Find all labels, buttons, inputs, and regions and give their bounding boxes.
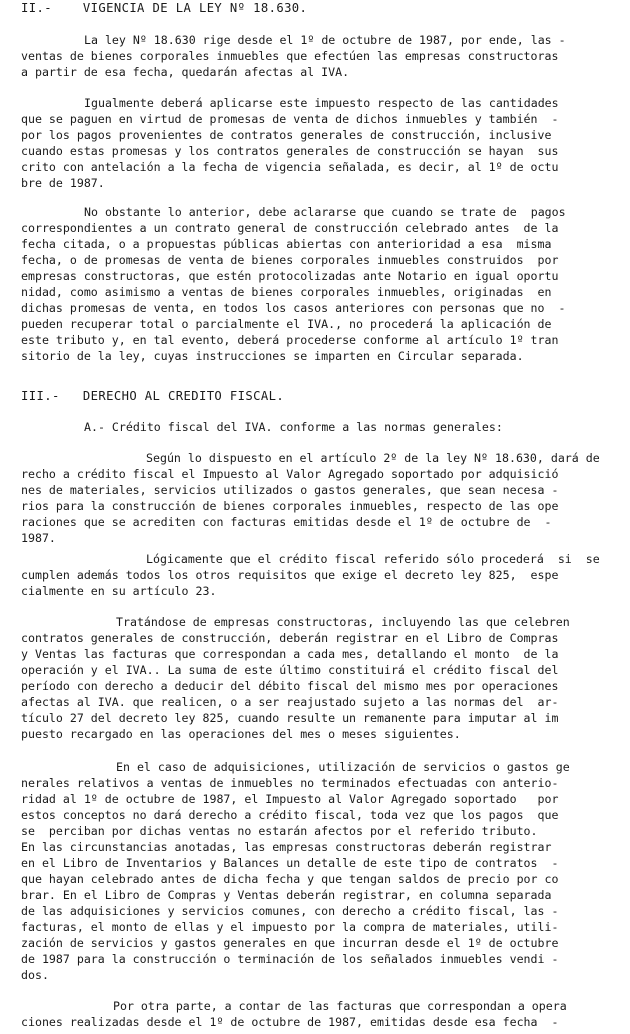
paragraph-line: No obstante lo anterior, debe aclararse que cuando se trate de pagos <box>84 205 566 219</box>
paragraph-line: crito con antelación a la fecha de vigencia señalada, es decir, al 1º de octu <box>21 160 559 174</box>
paragraph-line: puesto recargado en las operaciones del mes o meses siguientes. <box>21 727 461 741</box>
paragraph-line: nidad, como asimismo a ventas de bienes corporales inmuebles, originadas en <box>21 285 552 299</box>
paragraph-line: período con derecho a deducir del débito fiscal del mismo mes por operaciones <box>21 679 559 693</box>
paragraph-line: ciones realizadas desde el 1º de octubre de 1987, emitidas desde esa fecha - <box>21 1015 559 1029</box>
paragraph-line: que hayan celebrado antes de dicha fecha y que tengan saldos de precio por co <box>21 872 559 886</box>
paragraph-line: este tributo y, en tal evento, deberá procederse conforme al artículo 1º tran <box>21 333 559 347</box>
paragraph-line: de las adquisiciones y servicios comunes, con derecho a crédito fiscal, las - <box>21 904 559 918</box>
paragraph-line: facturas, el monto de ellas y el impuesto por la compra de materiales, utili- <box>21 920 559 934</box>
paragraph-line: que se paguen en virtud de promesas de venta de dichos inmuebles y también - <box>21 112 559 126</box>
paragraph-line: pueden recuperar total o parcialmente el IVA., no procederá la aplicación de <box>21 317 552 331</box>
paragraph-line: dichas promesas de venta, en todos los casos anteriores con personas que no - <box>21 301 566 315</box>
paragraph-line: fecha, o de promesas de venta de bienes corporales inmuebles construidos por <box>21 253 559 267</box>
section-heading-credito-fiscal: III.- DERECHO AL CREDITO FISCAL. <box>21 389 285 403</box>
paragraph-line: en el Libro de Inventarios y Balances un detalle de este tipo de contratos - <box>21 856 559 870</box>
paragraph-line: cuando estas promesas y los contratos generales de construcción se hayan sus <box>21 144 559 158</box>
paragraph-line: a partir de esa fecha, quedarán afectas al IVA. <box>21 65 350 79</box>
paragraph-line: 1987. <box>21 531 56 545</box>
subsection-heading: A.- Crédito fiscal del IVA. conforme a las normas generales: <box>84 420 503 434</box>
paragraph-line: rios para la construcción de bienes corporales inmuebles, respecto de las ope <box>21 499 559 513</box>
paragraph-line: por los pagos provenientes de contratos generales de construcción, inclusive <box>21 128 552 142</box>
paragraph-line: Igualmente deberá aplicarse este impuesto respecto de las cantidades <box>84 96 559 110</box>
paragraph-line: y Ventas las facturas que correspondan a cada mes, detallando el monto de la <box>21 647 559 661</box>
paragraph-line: brar. En el Libro de Compras y Ventas deberán registrar, en columna separada <box>21 888 552 902</box>
paragraph-line: operación y el IVA.. La suma de este último constituirá el crédito fiscal del <box>21 663 559 677</box>
paragraph-line: tículo 27 del decreto ley 825, cuando resulte un remanente para imputar al im <box>21 711 559 725</box>
paragraph-line: correspondientes a un contrato general de construcción celebrado antes de la <box>21 221 559 235</box>
paragraph-line: Lógicamente que el crédito fiscal referido sólo procederá si se <box>146 552 600 566</box>
paragraph-line: nerales relativos a ventas de inmuebles no terminados efectuadas con anterio- <box>21 776 559 790</box>
paragraph-line: sitorio de la ley, cuyas instrucciones se imparten en Circular separada. <box>21 349 524 363</box>
paragraph-line: contratos generales de construcción, deberán registrar en el Libro de Compras <box>21 631 559 645</box>
paragraph-line: ridad al 1º de octubre de 1987, el Impuesto al Valor Agregado soportado por <box>21 792 559 806</box>
paragraph-line: afectas al IVA. que realicen, o a ser reajustado sujeto a las normas del ar- <box>21 695 559 709</box>
paragraph-line: Tratándose de empresas constructoras, incluyendo las que celebren <box>116 615 570 629</box>
paragraph-line: fecha citada, o a propuestas públicas abiertas con anterioridad a esa misma <box>21 237 552 251</box>
paragraph-line: empresas constructoras, que estén protocolizadas ante Notario en igual oportu <box>21 269 559 283</box>
paragraph-line: La ley Nº 18.630 rige desde el 1º de octubre de 1987, por ende, las - <box>84 33 566 47</box>
paragraph-line: Por otra parte, a contar de las facturas que correspondan a opera <box>113 999 567 1013</box>
paragraph-line: se perciban por dichas ventas no estarán afectos por el referido tributo. <box>21 824 538 838</box>
paragraph-line: ventas de bienes corporales inmuebles que efectúen las empresas constructoras <box>21 49 559 63</box>
paragraph-line: Según lo dispuesto en el artículo 2º de la ley Nº 18.630, dará de <box>146 451 600 465</box>
paragraph-line: cumplen además todos los otros requisitos que exige el decreto ley 825, espe <box>21 568 559 582</box>
paragraph-line: de 1987 para la construcción o terminación de los señalados inmuebles vendi - <box>21 952 559 966</box>
paragraph-line: zación de servicios y gastos generales en que incurran desde el 1º de octubre <box>21 936 559 950</box>
paragraph-line: dos. <box>21 968 49 982</box>
paragraph-line: bre de 1987. <box>21 176 105 190</box>
paragraph-line: nes de materiales, servicios utilizados o gastos generales, que sean necesa - <box>21 483 559 497</box>
paragraph-line: estos conceptos no dará derecho a crédito fiscal, toda vez que los pagos que <box>21 808 559 822</box>
paragraph-line: recho a crédito fiscal el Impuesto al Valor Agregado soportado por adquisició <box>21 467 559 481</box>
section-heading-vigencia: II.- VIGENCIA DE LA LEY Nº 18.630. <box>21 1 308 15</box>
paragraph-line: raciones que se acrediten con facturas emitidas desde el 1º de octubre de - <box>21 515 552 529</box>
paragraph-line: En las circunstancias anotadas, las empresas constructoras deberán registrar <box>21 840 552 854</box>
paragraph-line: En el caso de adquisiciones, utilización de servicios o gastos ge <box>116 760 570 774</box>
paragraph-line: cialmente en su artículo 23. <box>21 584 217 598</box>
